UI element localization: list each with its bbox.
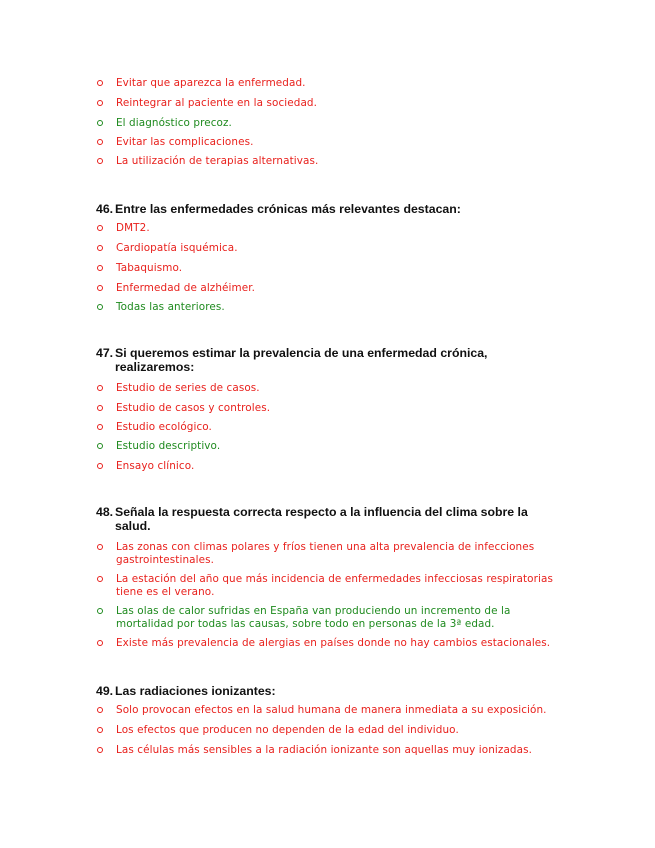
question-49 (96, 684, 566, 698)
bullet-icon (97, 707, 103, 713)
bullet-icon (97, 120, 103, 126)
bullet-icon (97, 576, 103, 582)
bullet-icon (97, 608, 103, 614)
bullet-icon (97, 385, 103, 391)
bullet-icon (97, 640, 103, 646)
bullet-icon (97, 265, 103, 271)
bullet-icon (97, 443, 103, 449)
question-number: 49. (96, 684, 114, 698)
bullet-icon (97, 304, 103, 310)
question-46 (96, 202, 566, 216)
bullet-icon (97, 100, 103, 106)
question-48 (96, 505, 566, 533)
bullet-icon (97, 80, 103, 86)
bullet-icon (97, 158, 103, 164)
question-text: Señala la respuesta correcta respecto a la influencia del clima sobre la salud. (115, 505, 528, 533)
bullet-icon (97, 245, 103, 251)
bullet-icon (97, 544, 103, 550)
question-text: Las radiaciones ionizantes: (115, 684, 276, 698)
bullet-icon (97, 139, 103, 145)
question-number: 46. (96, 202, 114, 216)
question-text: Entre las enfermedades crónicas más relevantes destacan: (115, 202, 461, 216)
bullet-icon (97, 727, 103, 733)
question-47 (96, 346, 566, 374)
question-text: Si queremos estimar la prevalencia de una enfermedad crónica, realizaremos: (115, 346, 488, 374)
bullet-icon (97, 405, 103, 411)
bullet-icon (97, 285, 103, 291)
bullet-icon (97, 463, 103, 469)
question-number: 48. (96, 505, 114, 519)
bullet-icon (97, 747, 103, 753)
question-number: 47. (96, 346, 114, 360)
bullet-icon (97, 225, 103, 231)
bullet-icon (97, 424, 103, 430)
